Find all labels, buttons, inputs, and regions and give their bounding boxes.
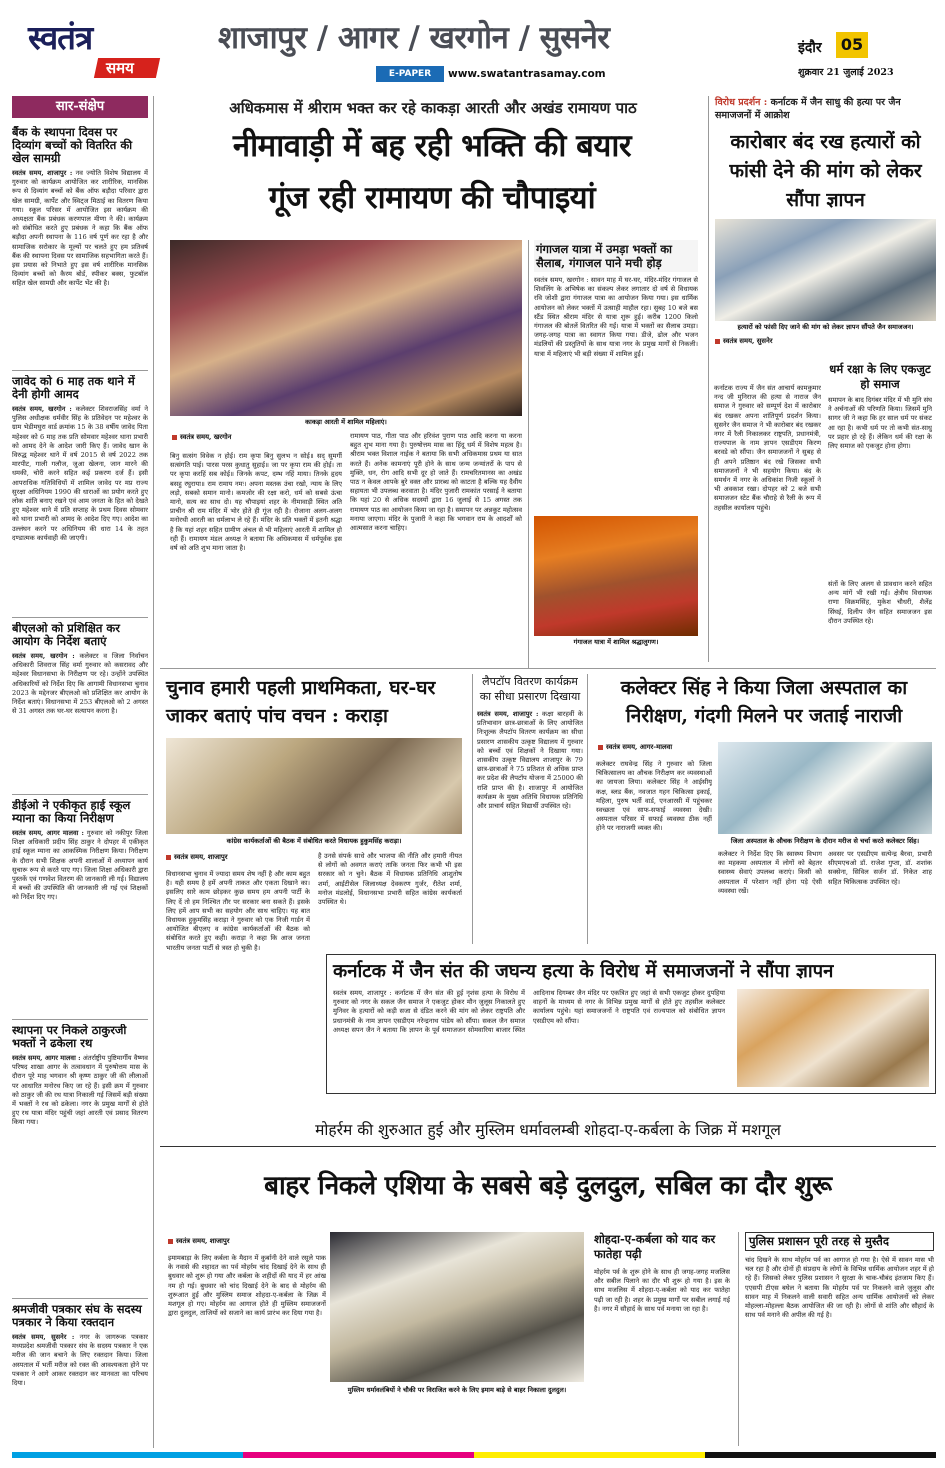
lead-col-2: रामायण पाठ, गीता पाठ और हरिवंश पुराण पाठ आदि करना या करना बहुत शुभ माना गया है। पुरुषोत्तम मास का हिंदू धर्म में विशेष महत्व है। श्रीराम भक्त विशाल नाईक ने बताया कि सभी अधिकमास प्रथम या सात करते हैं। अनेक कामनाएं पूरी होने के साथ जन्म जन्मांतरों के पाप से मुक्ति, धन, रोग आदि सभी दूर हो जाते हैं। रामचरितमानस का अखंड पाठ न केवल आपके बुरे वक्त और प्रारब्ध को काटता है बल्कि यह दैवीय सहायता भी उपलब्ध करवाता है। मंदिर पुजारी रामकांत परसाई ने बताया कि यहां 20 से अधिक सदस्यों द्वारा 16 जुलाई से 15 अगस्त तक रामायण पाठ का आयोजन किया जा रहा है। समापन पर अन्नकूट महोत्सव मनाया जाएगा। मंदिर के पुजारी ने कहा कि भगवान राम के आदर्शों को आत्मसात करना चाहिए। (350, 432, 522, 533)
karnatak-box (326, 954, 936, 1094)
bullet-icon (715, 339, 720, 344)
laptop-headline: लैपटॉप वितरण कार्यक्रम का सीधा प्रसारण दिखाया (479, 675, 581, 703)
logo (28, 14, 168, 76)
laptop-dateline: स्वतंत्र समय, शाजापुर : (477, 710, 539, 718)
sidebar-item-dateline: स्वतंत्र समय, खरगोन : (12, 652, 75, 660)
lead-kicker: अधिकमास में श्रीराम भक्त कर रहे काकड़ा आरती और अखंड रामायण पाठ (229, 99, 637, 117)
logo-top: स्वतंत्र (28, 18, 93, 57)
karobar-extra: संतों के लिए अलग से प्रावधान करने सहित अन्य मांगें भी रखी गईं। क्षेत्रीय विधायक राणा विक्रमसिंह, मुकेश चौधरी, शैलेंद्र सिंघई, दिलीप जैन सहित समाजजन इस दौरान उपस्थित रहे। (828, 580, 932, 625)
sidebar-header: सार-संक्षेप (12, 96, 148, 118)
hospital-photo-caption: जिला अस्पताल के औचक निरीक्षण के दौरान मरीज से चर्चा करते कलेक्टर सिंह। (718, 835, 932, 846)
sidebar-item-dateline: स्वतंत्र समय, आगर मालवा : (12, 829, 84, 837)
website-link[interactable]: www.swatantrasamay.com (448, 68, 606, 80)
karobar-side-headline: धर्म रक्षा के लिए एकजुट हो समाज (829, 362, 931, 391)
sidebar (12, 96, 148, 1448)
muharram-dateline: स्वतंत्र समय, शाजापुर (168, 1236, 230, 1245)
karobar-side-box (828, 362, 932, 576)
epaper-badge: E-PAPER (376, 66, 444, 82)
sidebar-item (12, 1303, 148, 1448)
muharram-headline: बाहर निकले एशिया के सबसे बड़े दुलदुल, सबिल का दौर शुरू (264, 1171, 832, 1201)
sidebar-item (12, 126, 148, 366)
karobar-kicker: विरोध प्रदर्शन : कर्नाटक में जैन साधु की हत्या पर जैन समाजजनों में आक्रोश (715, 97, 901, 121)
chunav-headline: चुनाव हमारी पहली प्राथमिकता, घर-घर जाकर बताएं पांच वचन : कराड़ा (166, 677, 436, 727)
muharram-col-1: इमामबाड़ा के लिए कर्बला के मैदान में कुर्बानी देने वाले रसूले पाक के नवासे की शहादत का पर्व मोहर्रम चांद दिखाई देने के साथ ही बुधवार को शुरू हो गया और कर्बला के शहीदों की याद में हर आंख नम हो गई। बुधवार को चांद दिखाई देने के बाद से मोहर्रम की शुरूआत हुई और मुस्लिम समाज शोहदा-ए-कर्बला के जिक्र में मशगूल हो गए। मोहर्रम का आगाज होते ही मुस्लिम समाजजनों द्वारा दुलदुल, ताजियों को सजाने का कार्य प्रारंभ कर दिया गया है। (168, 1254, 326, 1318)
sidebar-item-dateline: स्वतंत्र समय, आगर मालवा : (12, 1054, 81, 1062)
laptop-body: कक्षा बारहवीं के प्रतिभावान छात्र-छात्राओं के लिए आयोजित निःशुल्क लैपटॉप वितरण कार्यक्रम का सीधा प्रसारण शासकीय उत्कृष्ट विद्यालय में गुरुवार को बच्चों एवं शिक्षकों ने दिखाया गया। शासकीय उत्कृष्ट विद्यालय शाजापुर के 79 छात्र-छात्राओं ने 75 प्रतिशत से अधिक प्राप्त कर प्रदेश की लैपटॉप योजना में 25000 की राशि प्राप्त की है। शाजापुर में आयोजित कार्यक्रम के मुख्य अतिथि विधायक प्रतिनिधि और प्राचार्य सहित विद्यार्थी उपस्थित रहे। (477, 710, 583, 811)
ganga-photo-caption: गंगाजल यात्रा में शामिल श्रद्धालुगण। (534, 636, 698, 647)
hospital-photo (718, 742, 932, 834)
section-title: शाजापुर / आगर / खरगोन / सुसनेर (218, 20, 610, 56)
sidebar-divider (153, 96, 154, 1448)
sidebar-item-headline: श्रमजीवी पत्रकार संघ के सदस्य पत्रकार ने किया रक्तदान (12, 1303, 142, 1329)
hospital-body: कलेक्टर राघवेन्द्र सिंह ने गुरुवार को जिला चिकित्सालय का औचक निरीक्षण कर व्यवस्थाओं का जायजा लिया। कलेक्टर सिंह ने आईसीयू कक्ष, ब्लड बैंक, नवजात गहन चिकित्सा इकाई, महिला, पुरुष भर्ती वार्ड, एनआरसी में पहुंचकर स्वच्छता एवं साफ-सफाई व्यवस्था देखी। अस्पताल परिसर में सफाई व्यवस्था ठीक नहीं होने पर नाराजगी व्यक्त की। (596, 760, 712, 833)
sidebar-item-body: नव ज्योति विशेष विद्यालय में गुरुवार को कार्यक्रम आयोजित कर शारीरिक, मानसिक रूप से दिव्यांग बच्चों को बैंक ऑफ बड़ौदा परिवार द्वारा खेल सामग्री, कार्पेट और स्विट्ज मिठाई का वितरण किया गया। स्कूल परिसर में आयोजित इस कार्यक्रम की अध्यक्षता बैंक प्रबंधक करणपाल मीणा ने की। कार्यक्रम को संबोधित करते हुए प्रबंधक ने कहा कि बैंक ऑफ बड़ौदा अपनी स्थापना के 116 वर्ष पूर्ण कर रहा है और सामाजिक सरोकार के मूल्यों पर चलते हुए हम प्रतिवर्ष बैंक की स्थापना दिवस पर सामाजिक सहभागिता करते हैं। इस प्रयास को निभाते हुए इस वर्ष शारीरिक मानसिक दिव्यांग बच्चों को कैरम बोर्ड, स्पीकर बक्स, फुटबॉल सहित खेल सामग्री और कार्पेट भेंट की है। (12, 169, 148, 288)
karnatak-photo (737, 989, 929, 1087)
sidebar-item-body: गुरुवार को नकीपुर जिला शिक्षा अधिकारी प्रदीप सिंह ठाकुर ने दोपहर में एकीकृत हाई स्कूल म्याना का आकस्मिक निरीक्षण किया। निरीक्षण के दौरान सभी शिक्षक अपनी शालाओं में अध्यापन कार्य सुचारू रूप से करते पाए गए। जिला शिक्षा अधिकारी द्वारा पुस्तकें एवं गणवेश वितरण की जानकारी ली गई। विद्यालय में बच्चों की उपस्थिति की जानकारी ली गई एवं शिक्षकों को निर्देश दिए गए। (12, 829, 148, 902)
lead-col-1: बिनु सत्संग विवेक न होई। राम कृपा बिनु सुलभ न सोई॥ सद् सुमर्गी सत्संगति पाई। पारस परस कुधातु सुहाई॥ जा पर कृपा राम की होई। ता पर कृपा करहिं सब कोई॥ जिनके कपट, दम्भ नहिं माया। तिनके हृदय बसहु रघुराया॥ राम रामाय नमः। अपना मस्तक उंचा रखो, न्याय के लिए लड़ो, सबको समान मानो। कमजोर की रक्षा करो, धर्म को सबसे ऊंचा मानो, सत्य का साथ दो। यह चौपाइयां शहर के नीमावाड़ी स्थित अति प्राचीन श्री राम मंदिर में भोर होते ही गूंज रही है। रोजाना अलग-अलग मनोरथी आरती का धर्मलाभ ले रहे हैं। मंदिर के प्रति भक्तों में इतनी श्रद्धा है कि यहां शहर सहित ग्रामीण अंचल से भी महिलाएं आरती में शामिल हो रही हैं। रामायण मंडल अध्यक्ष ने बताया कि अधिकमास में धर्मपूर्वक इस वर्ष को अति शुभ माना जाता है। (170, 452, 342, 553)
lead-dateline: स्वतंत्र समय, खरगोन (172, 432, 231, 441)
muharram-col-1b (168, 1404, 326, 1444)
police-box (738, 1232, 934, 1446)
sidebar-item-body: नगर के जागरूक पत्रकार मध्यप्रदेश श्रमजीवी पत्रकार संघ के सदस्य पत्रकार ने एक मरीज की जान बचाने के लिए रक्तदान किया। जिला अस्पताल में भर्ती मरीज को रक्त की आवश्यकता होने पर पत्रकार ने आगे आकर रक्तदान कर मानवता का परिचय दिया। (12, 1333, 148, 1388)
bullet-icon (598, 745, 603, 750)
lead-headline-1: नीमावाड़ी में बह रही भक्ति की बयार (232, 128, 632, 164)
sidebar-item-body: कलेक्टर शिवराजसिंह वर्मा ने पुलिस अधीक्षक धर्मवीर सिंह के प्रतिवेदन पर महेश्वर के ग्राम भेडीमघुरा वार्ड क्रमांक 15 के 38 वर्षीय जावेद पिता महेश्वर को 6 माह तक प्रति सोमवार महेश्वर थाना प्रभारी को आमद देने के आदेश जारी किए हैं। जावेद खान के विरुद्ध महेश्वर थाने में वर्ष 2015 से वर्ष 2022 तक मारपीट, गाली गलौज, जुआ खेलना, जान मारने की धमकी, चोरी करने सहित कई प्रकरण दर्ज हैं। इसी आपराधिक गतिविधियों में शामिल जावेद पर मप्र राज्य सुरक्षा अधिनियम 1990 की धाराओं का प्रयोग करते हुए लोक शांति बनाए रखने एवं आम जनता के हित को देखते हुए महेश्वर थाने में प्रति सप्ताह के प्रथम दिवस सोमवार को थाना प्रभारी को आमद के आदेश दिए गए। आदेश का उल्लंघन करने पर अधिनियम की धारा 14 के तहत दण्डात्मक कार्यवाही की जाएगी। (12, 405, 148, 542)
sidebar-item-headline: स्थापना पर निकले ठाकुरजी भक्तों ने ढकेला रथ (12, 1024, 127, 1050)
muharram-photo (330, 1232, 584, 1382)
chunav-photo-caption: कांग्रेस कार्यकर्ताओं की बैठक में संबोधित करते विधायक हुकुमसिंह कराड़ा। (166, 835, 462, 846)
sidebar-item (12, 1024, 148, 1294)
ganga-body: स्वतंत्र समय, खरगोन : सावन माह में घर-घर, मंदिर-मंदिर गंगाजल से शिवलिंग के अभिषेक का संकल्प लेकर लगातार दो वर्ष से विधायक रवि जोशी द्वारा गंगाजल यात्रा का आयोजन किया गया। इस धार्मिक आयोजन को लेकर भक्तों में उत्साही माहौल रहा। सुबह 10 बजे बस स्टैंड स्थित श्रीराम मंदिर से यात्रा शुरू हुई। करीब 1200 किलो गंगाजल की बोतलें वितरित की गईं। यात्रा में भक्तों का सैलाब उमड़ा। जगह-जगह यात्रा का स्वागत किया गया। डीजे, ढोल और भजन मंडलियों की प्रस्तुतियों के साथ यात्रा नगर के प्रमुख मार्गों से निकली। यात्रा में महिलाएं भी बड़ी संख्या में शामिल हुईं। (534, 276, 698, 358)
hospital-col-3: अवसर पर एसडीएम सत्येन्द्र बैरवा, प्रभारी सीएमएचओ डॉ. राजेश गुप्ता, डॉ. शशांक सक्सेना, सिविल सर्जन डॉ. निकेत शाह सहित चिकित्सक उपस्थित रहे। (828, 850, 932, 886)
sidebar-item-dateline: स्वतंत्र समय, खरगोन : (12, 405, 72, 413)
sidebar-item-dateline: स्वतंत्र समय, सुसनेर : (12, 1333, 75, 1341)
bullet-icon (172, 435, 177, 440)
karobar-side-body: समापन के बाद दिगंबर मंदिर में भी मुनि संघ ने अर्चनाओं की परिणति किया। जिसमें मुनि सागर जी ने कहा कि हर साल धर्म पर संकट आ रहा है। कभी धर्म पर तो कभी संत-साधु पर प्रहार हो रहे हैं। लेकिन धर्म की रक्षा के लिए समाज को एकजुट होना होगा। (828, 396, 932, 556)
lead-photo-caption: काकड़ा आरती में शामिल महिलाएं। (170, 416, 522, 427)
karobar-kicker-label: विरोध प्रदर्शन : (715, 97, 768, 108)
hospital-col-2: कलेक्टर ने निर्देश दिए कि स्वास्थ्य विभाग का महकमा अस्पताल में लोगों को बेहतर स्वास्थ्य सेवाएं उपलब्ध कराएं। किसी को अस्पताल में परेशान नहीं होना पड़े ऐसी व्यवस्था रखें। (718, 850, 822, 895)
sidebar-item-headline: जावेद को 6 माह तक थाने में देनी होगी आमद (12, 375, 135, 401)
bottom-strip (12, 1452, 936, 1458)
muharram-subhead: शोहदा-ए-कर्बला को याद कर फातेहा पढ़ी (594, 1232, 716, 1261)
laptop-box (472, 674, 588, 944)
lead-photo (170, 240, 522, 416)
masthead (0, 0, 945, 88)
karobar-photo (715, 219, 936, 321)
issue-date: शुक्रवार 21 जुलाई 2023 (798, 67, 894, 78)
karobar-dateline: स्वतंत्र समय, सुसनेर (715, 336, 936, 345)
hospital-dateline: स्वतंत्र समय, आगर-मालवा (598, 742, 672, 751)
page-number: 05 (836, 32, 868, 58)
chunav-col-1: विधानसभा चुनाव में ज्यादा समय शेष नहीं है और काम बहुत है। यही समय है हमें अपनी ताकत और एकता दिखाने का। इसलिए सारे काम छोड़कर कुछ समय हम अपनी पार्टी के लिए दें तो हम निश्चित तौर पर सरकार बना सकते हैं। इसके लिए हमें आप सभी का सहयोग और साथ चाहिए। यह बात विधायक हुकुमसिंह कराड़ा ने गुरुवार को एक निजी गार्डन में आयोजित बीएलए व कांग्रेस कार्यकर्ताओं की बैठक को संबोधित करते हुए कही। कराड़ा ने कहा कि आज जनता भारतीय जनता पार्टी से त्रस्त हो चुकी है। (166, 870, 310, 952)
police-body: चांद दिखने के साथ मोहर्रम पर्व का आगाज हो गया है। ऐसे में सावन मास भी चल रहा है और दोनों ही संप्रदाय के लोगों के विभिन्न धार्मिक आयोजन शहर में हो रहे हैं। जिसको लेकर पुलिस प्रशासन ने सुरक्षा के चाक-चौबंद इंतजाम किए हैं। एएसपी टीएस बघेल ने बताया कि मोहर्रम पर्व पर निकलने वाले जुलूस और सावन माह में निकलने वाली सवारी सहित अन्य धार्मिक आयोजनों को लेकर मोहल्ला-मोहल्ला बैठक आयोजित की जा रही है। लोगों से शांति और सौहार्द के साथ पर्व मनाने की अपील की गई है। (745, 1256, 934, 1320)
muharram-photo-caption: मुस्लिम धर्मावलंबियों ने चौकी पर विराजित करने के लिए इमाम बाड़े से बाहर निकाला दुलदुल। (330, 1384, 584, 1395)
hospital-headline: कलेक्टर सिंह ने किया जिला अस्पताल का निरीक्षण, गंदगी मिलने पर जताई नाराजी (620, 677, 908, 727)
bullet-icon (168, 1239, 173, 1244)
logo-bottom-text: समय (106, 59, 134, 77)
chunav-dateline: स्वतंत्र समय, शाजापुर (166, 852, 228, 861)
muharram-kicker: मोहर्रम की शुरुआत हुई और मुस्लिम धर्मावलम्बी शोहदा-ए-कर्बला के जिक्र में मशगूल (315, 1121, 781, 1139)
sidebar-item (12, 622, 148, 790)
ganga-headline: गंगाजल यात्रा में उमड़ा भक्तों का सैलाब, गंगाजल पाने मची होड़ (534, 240, 698, 272)
ganga-photo (534, 516, 698, 636)
city-label: इंदौर (798, 40, 822, 56)
lead-headline-2: गूंज रही रामायण की चौपाइयां (268, 180, 596, 216)
chunav-col-2: है उनसे संपर्क साधे और भाजपा की नीति और हमारी नीयत से लोगों को अवगत कराएं ताकि जनता फिर कभी भी इस सरकार को न चुने। बैठक में विधायक प्रतिनिधि आशुतोष शर्मा, आईटीसेल जिलाध्यक्ष देवकरण गुर्जर, रीतेश शर्मा, मनोज मंडलोई, विधानसभा प्रभारी सहित कांग्रेस कार्यकर्ता उपस्थित थे। (318, 852, 462, 907)
karnatak-headline: कर्नाटक में जैन संत की जघन्य हत्या के विरोध में समाजजनों ने सौंपा ज्ञापन (333, 961, 834, 982)
karobar-headline: कारोबार बंद रख हत्यारों को फांसी देने की मांग को लेकर सौंपा ज्ञापन (729, 131, 922, 211)
karobar-body: कर्नाटक राज्य में जैन संत आचार्य कामकुमार नन्द जी मुनिराज की हत्या से नाराज जैन समाज ने गुरुवार को सम्पूर्ण देश में कारोबार बंद रखकर अपना शांतिपूर्ण प्रदर्शन किया। सुसनेर जैन समाज ने भी कारोबार बंद रखकर नगर में रैली निकालकर राष्ट्रपति, प्रधानमंत्री, राज्यपाल के नाम ज्ञापन एसडीएम किरण बरवडे को सौंपा। जैन समाजजनों ने सुबह से ही अपने प्रतिष्ठान बंद रखे जिसका सभी समाजजनों ने भी सहयोग किया। बंद के समर्थन में नगर के अधिकांश निजी स्कूलों ने भी अवकाश रखा। दोपहर को 2 बजे सभी समाजजन स्टेट बैंक चौराहे से रैली के रूप में तहसील कार्यालय पहुंचे। (714, 384, 821, 512)
sidebar-item-headline: डीईओ ने एकीकृत हाई स्कूल म्याना का किया निरीक्षण (12, 799, 131, 825)
karobar-photo-caption: हत्यारों को फांसी दिए जाने की मांग को लेकर ज्ञापन सौंपते जैन समाजजन। (715, 321, 936, 332)
karnatak-body: स्वतंत्र समय, शाजापुर : कर्नाटक में जैन संत की हुई नृशंस हत्या के विरोध में गुरुवार को नगर के सकल जैन समाज ने एकजुट होकर मौन जुलूस निकालते हुए मुनिवर के हत्यारों को कड़ी सजा से दंडित करने की मांग को लेकर राष्ट्रपति और प्रधानमंत्री के नाम ज्ञापन एसडीएम नरेन्द्रनाथ पांडेय को सौंपा। सकल जैन समाज अध्यक्ष सपन जैन ने बताया कि ज्ञापन के पूर्व समाजजन सोमवारिया बाजार स्थित आदिनाथ दिगम्बर जैन मंदिर पर एकत्रित हुए जहां से सभी एकजुट होकर दुपहिया वाहनों के माध्यम से नगर के विभिन्न प्रमुख मार्गों से होते हुए तहसील कलेक्टर कार्यालय पहुंचे। यहां समाजजनों ने राष्ट्रपति एवं राज्यपाल को संबोधित ज्ञापन एसडीएम को सौंपा। (333, 989, 725, 1034)
sidebar-item-headline: बीएलओ को प्रशिक्षित कर आयोग के निर्देश बताएं (12, 622, 120, 648)
sidebar-item-body: अंतर्राष्ट्रीय पुष्टिमार्गीय वैष्णव परिषद शाखा आगर के तत्वावधान में पुरुषोत्तम मास के दौरान पूरे माह भगवान श्री कृष्ण ठाकुर जी की लीलाओं पर आधारित मनोरथ किए जा रहे हैं। इसी क्रम में गुरुवार को ठाकुर जी की रथ यात्रा निकाली गई जिसमें बड़ी संख्या में भक्तों ने रथ को ढकेला। नगर के प्रमुख मार्गों से होते हुए रथ यात्रा मंदिर पहुंची जहां आरती एवं प्रसाद वितरण किया गया। (12, 1054, 148, 1127)
ganga-box (528, 240, 698, 668)
bullet-icon (166, 855, 171, 860)
sidebar-item-body: कलेक्टर व जिला निर्वाचन अधिकारी शिवराज सिंह वर्मा गुरुवार को कसरावद और महेश्वर विधानसभा के निरीक्षण पर रहे। उन्होंने उपस्थित अधिकारियों को निर्देश दिए कि आगामी विधानसभा चुनाव 2023 के मद्देनजर बीएलओ को प्रशिक्षित कर आयोग के निर्देश बताएं। विधानसभा में 253 बीएलओ को 2 अगस्त से 31 अगस्त तक घर-घर सत्यापन करना है। (12, 652, 148, 716)
chunav-photo (166, 738, 462, 834)
police-headline: पुलिस प्रशासन पूरी तरह से मुस्तैद (745, 1232, 934, 1251)
sidebar-item (12, 375, 148, 613)
sidebar-item-dateline: स्वतंत्र समय, शाजापुर : (12, 169, 73, 177)
sidebar-item (12, 799, 148, 1015)
muharram-col-3: मोहर्रम पर्व के शुरू होने के साथ ही जगह-जगह मजलिस और सबील पिलाने का दौर भी शुरू हो गया है। इस के साथ मजलिस में शोहदा-ए-कर्बला को याद कर फातेहा पढ़ी जा रही है। शहर के प्रमुख मार्गों पर सबील लगाई गई है। नगर में सौहार्द के साथ पर्व मनाया जा रहा है। (594, 1268, 730, 1313)
sidebar-item-headline: बैंक के स्थापना दिवस पर दिव्यांग बच्चों को वितरित की खेल सामग्री (12, 126, 133, 165)
